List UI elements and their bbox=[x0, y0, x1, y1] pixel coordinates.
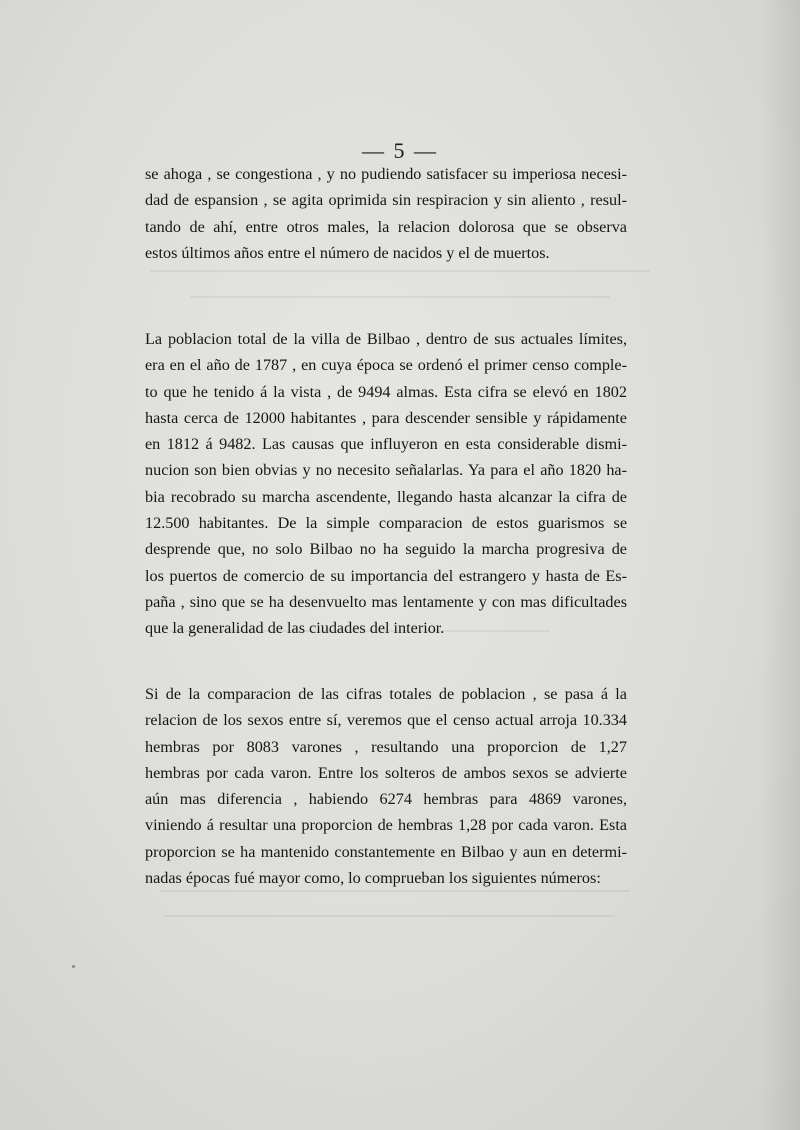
page-edge-shadow bbox=[760, 0, 800, 1130]
text-line: que la generalidad de las ciudades del interior. bbox=[145, 619, 445, 638]
text-line: estos últimos años entre el número de nacidos y el de muertos. bbox=[145, 243, 550, 262]
text-line: Si de la comparacion de las cifras totales de poblacion , se pasa á la bbox=[145, 685, 627, 703]
paper-speck bbox=[72, 965, 75, 968]
text-line: nucion son bien obvias y no necesito señalarlas. Ya para el año 1820 ha- bbox=[145, 461, 627, 480]
show-through-mark bbox=[165, 915, 615, 917]
page-number: — 5 — bbox=[362, 138, 438, 163]
text-line: bia recobrado su marcha ascendente, llegando hasta alcanzar la cifra de bbox=[145, 487, 627, 506]
text-line: nadas épocas fué mayor como, lo comprueban los siguientes números: bbox=[145, 869, 601, 888]
show-through-mark bbox=[150, 270, 650, 272]
text-line: dad de espansion , se agita oprimida sin respiracion y sin aliento , resul- bbox=[145, 191, 627, 210]
text-line: hembras por cada varon. Entre los solteros de ambos sexos se advierte bbox=[145, 763, 627, 782]
text-line: en 1812 á 9482. Las causas que influyeron en esta considerable dismi- bbox=[145, 435, 627, 454]
text-line: 12.500 habitantes. De la simple comparacion de estos guarismos se bbox=[145, 514, 627, 533]
text-line: tando de ahí, entre otros males, la relacion dolorosa que se observa bbox=[145, 217, 627, 236]
text-line: hasta cerca de 12000 habitantes , para descender sensible y rápidamente bbox=[145, 408, 627, 427]
text-line: relacion de los sexos entre sí, veremos que el censo actual arroja 10.334 bbox=[145, 711, 627, 730]
text-line: proporcion se ha mantenido constantemente en Bilbao y aun en determi- bbox=[145, 842, 627, 861]
show-through-mark bbox=[190, 296, 610, 298]
text-line: era en el año de 1787 , en cuya época se ordenó el primer censo comple- bbox=[145, 356, 627, 375]
text-line: hembras por 8083 varones , resultando una proporcion de 1,27 bbox=[145, 737, 627, 756]
text-line: to que he tenido á la vista , de 9494 almas. Esta cifra se elevó en 1802 bbox=[145, 382, 627, 401]
paragraph-1 bbox=[145, 161, 627, 266]
text-line: paña , sino que se ha desenvuelto mas lentamente y con mas dificultades bbox=[145, 592, 627, 611]
text-line: se ahoga , se congestiona , y no pudiendo satisfacer su imperiosa necesi- bbox=[145, 165, 627, 183]
text-line: viniendo á resultar una proporcion de hembras 1,28 por cada varon. Esta bbox=[145, 816, 627, 835]
text-line: desprende que, no solo Bilbao no ha seguido la marcha progresiva de bbox=[145, 540, 627, 559]
paragraph-3 bbox=[145, 681, 627, 891]
text-line: La poblacion total de la villa de Bilbao , dentro de sus actuales límites, bbox=[145, 330, 627, 348]
text-line: los puertos de comercio de su importancia del estrangero y hasta de Es- bbox=[145, 566, 627, 585]
text-line: aún mas diferencia , habiendo 6274 hembras para 4869 varones, bbox=[145, 790, 627, 809]
paragraph-2 bbox=[145, 326, 627, 642]
